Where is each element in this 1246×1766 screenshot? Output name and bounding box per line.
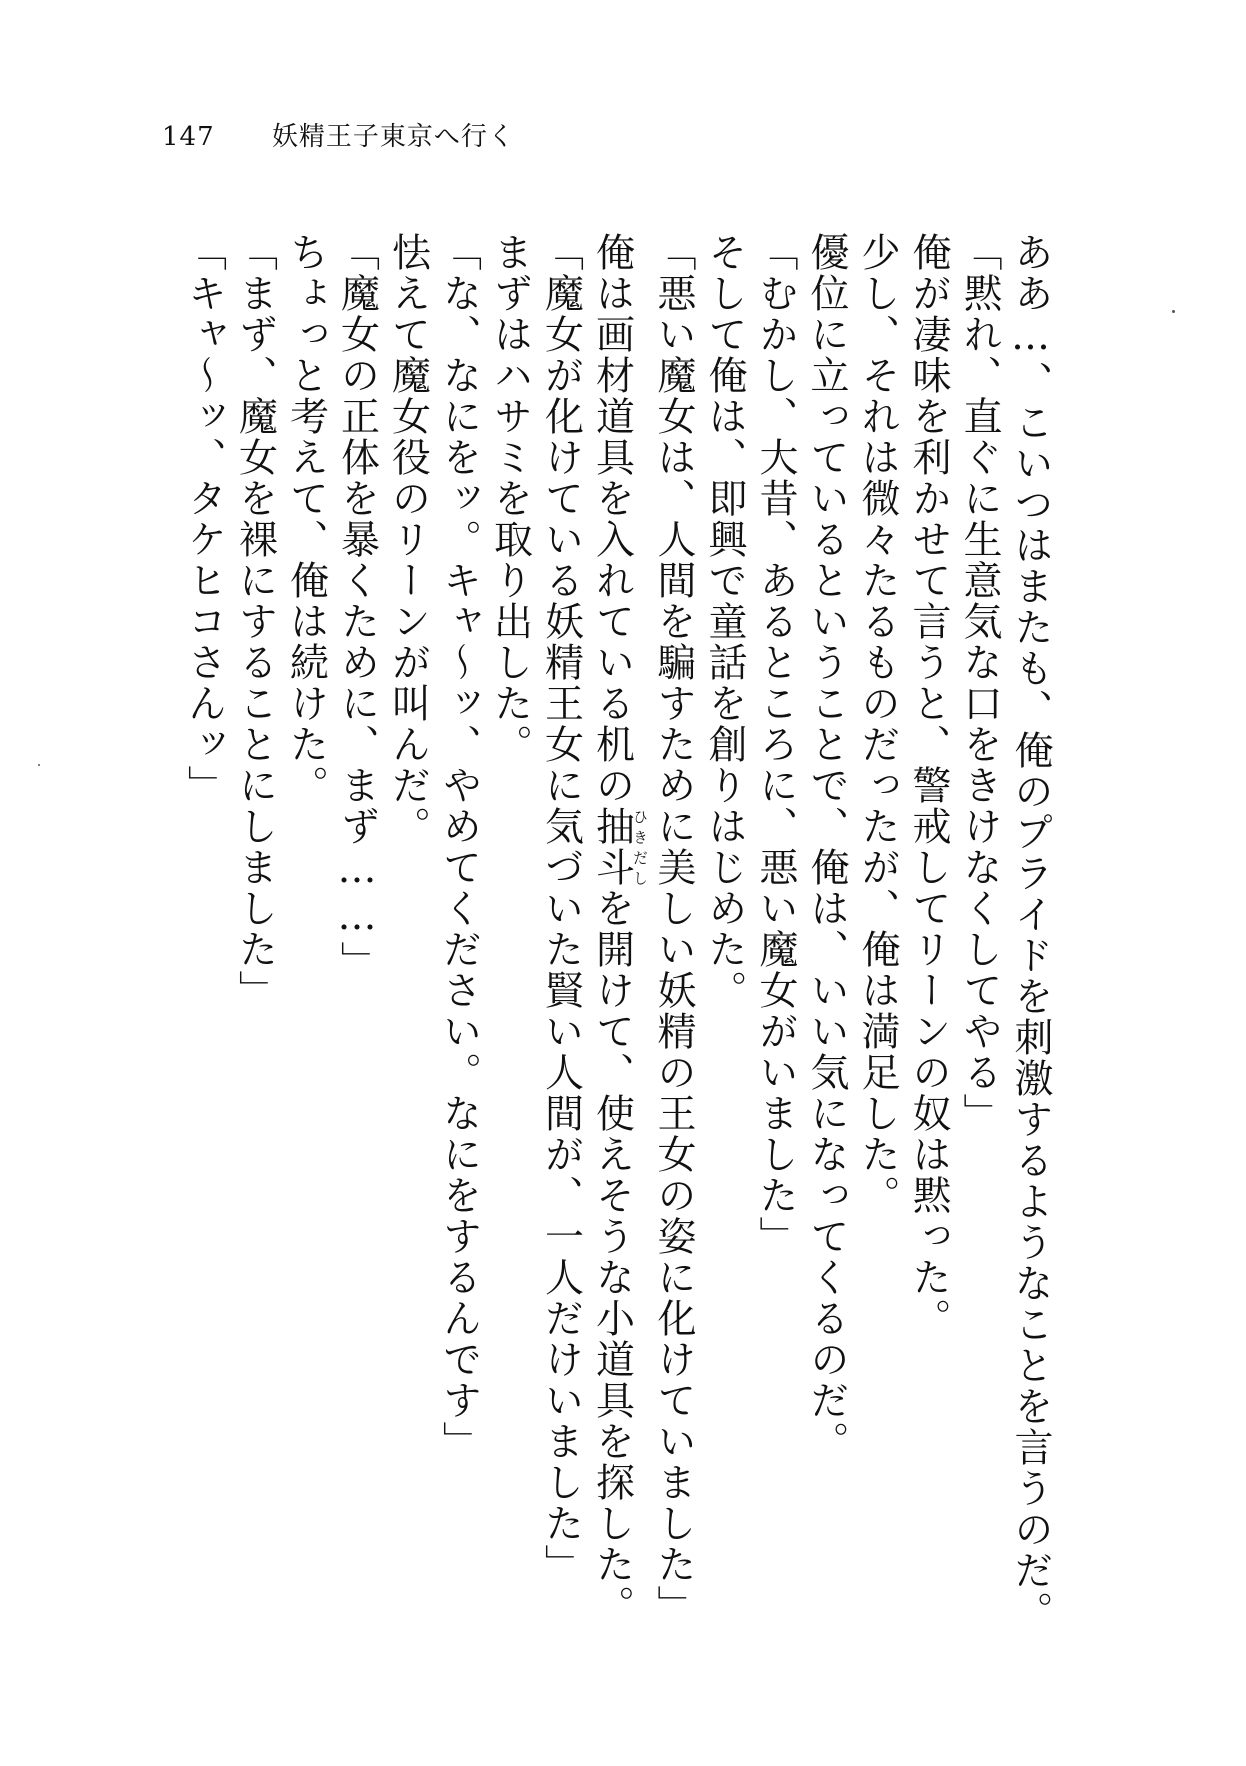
body-text xyxy=(179,232,1057,1632)
text-line-9-start: 俺は画材道具を入れている机の xyxy=(589,232,635,806)
ruby-reading: ひきだし xyxy=(631,806,649,888)
text-line-4: 少し、それは微々たるものだったが、俺は満足した。 xyxy=(855,232,900,1216)
text-line-2: 「黙れ、直ぐに生意気な口をきけなくしてやる」 xyxy=(957,232,1002,1134)
text-line-16: 「まず、魔女を裸にすることにしました」 xyxy=(232,232,278,1011)
book-title: 妖精王子東京へ行く xyxy=(271,122,515,152)
text-line-11: まずはハサミを取り出した。 xyxy=(487,232,533,765)
ruby-word xyxy=(589,806,649,888)
ruby-base: 抽斗 xyxy=(589,806,635,888)
running-header xyxy=(162,116,515,153)
text-line-5: 優位に立っているということで、俺は、いい気になってくるのだ。 xyxy=(804,232,849,1462)
scan-speck xyxy=(1172,310,1175,313)
text-line-6: 「むかし、大昔、あるところに、悪い魔女がいました」 xyxy=(753,232,798,1257)
text-line-17: 「キャ〜ッ、タケヒコさんッ」 xyxy=(181,232,227,806)
text-line-15: ちょっと考えて、俺は続けた。 xyxy=(283,232,329,806)
text-line-7: そして俺は、即興で童話を創りはじめた。 xyxy=(702,232,747,1011)
scan-speck xyxy=(38,764,40,766)
text-line-12: 「な、なにをッ。キャ〜ッ、やめてください。なにをするんです」 xyxy=(436,232,482,1462)
text-line-9 xyxy=(587,232,649,1626)
text-line-9-end: を開けて、使えそうな小道具を探した。 xyxy=(589,888,635,1626)
text-line-10: 「魔女が化けている妖精王女に気づいた賢い人間が、一人だけいました」 xyxy=(538,232,584,1585)
page-number: 147 xyxy=(162,122,215,152)
text-line-14: 「魔女の正体を暴くために、まず……」 xyxy=(334,232,380,982)
text-line-1: ああ…、こいつはまたも、俺のプライドを刺激するようなことを言うのだ。 xyxy=(1008,232,1053,1632)
text-line-3: 俺が凄味を利かせて言うと、警戒してリーンの奴は黙った。 xyxy=(906,232,951,1339)
text-line-8: 「悪い魔女は、人間を騙すために美しい妖精の王女の姿に化けていました」 xyxy=(651,232,696,1626)
text-line-13: 怯えて魔女役のリーンが叫んだ。 xyxy=(385,232,431,847)
